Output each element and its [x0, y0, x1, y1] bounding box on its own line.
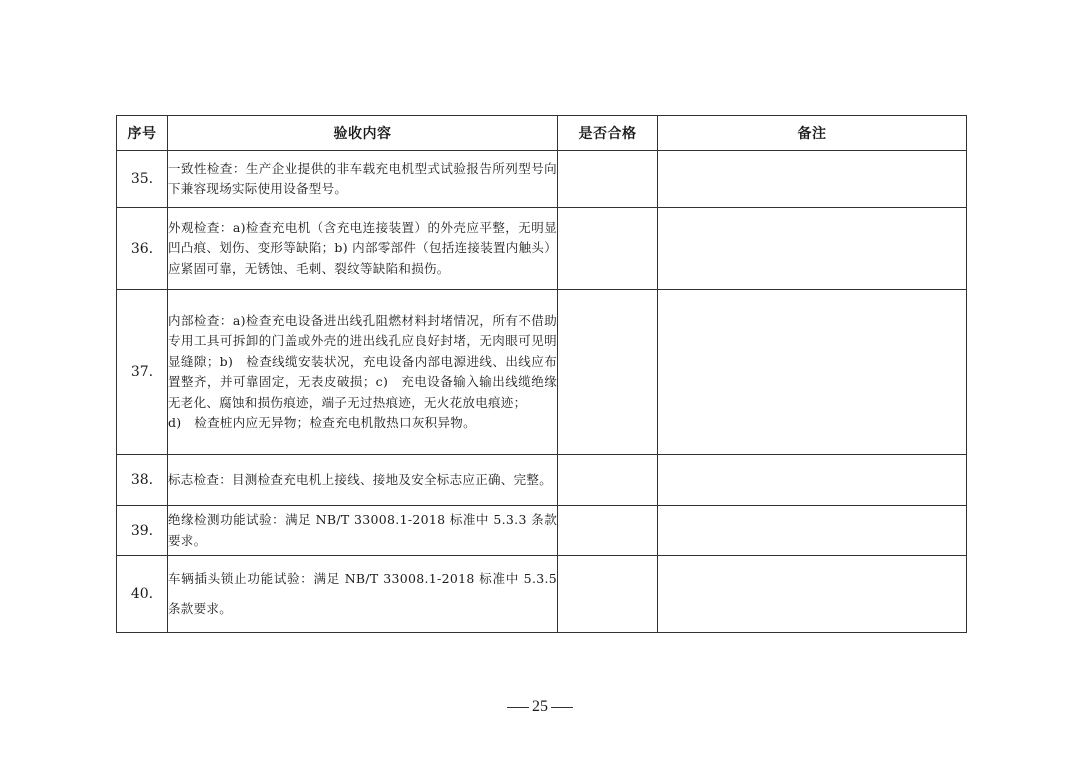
row-remark-cell[interactable] — [658, 455, 967, 506]
row-content: 绝缘检测功能试验：满足 NB/T 33008.1-2018 标准中 5.3.3 条款要求。 — [168, 506, 558, 556]
row-remark-cell[interactable] — [658, 208, 967, 290]
row-remark-cell[interactable] — [658, 506, 967, 556]
table-row — [117, 506, 967, 556]
row-remark-cell[interactable] — [658, 290, 967, 455]
table-row — [117, 556, 967, 633]
row-content: 外观检查：a)检查充电机（含充电连接装置）的外壳应平整，无明显凹凸痕、划伤、变形等缺陷；b) 内部零部件（包括连接装置内触头）应紧固可靠，无锈蚀、毛刺、裂纹等缺陷和损伤。 — [168, 208, 558, 290]
row-pass-cell[interactable] — [558, 290, 658, 455]
row-seq: 38. — [117, 455, 168, 506]
footer-dash-left — [507, 707, 529, 708]
row-content-paragraph: 内部检查：a)检查充电设备进出线孔阻燃材料封堵情况，所有不借助专用工具可拆卸的门盖或外壳的进出线孔应良好封堵，无肉眼可见明显缝隙；b) 检查线缆安装状况，充电设备内部电源进线、出线应布置整齐，并可靠固定，无表皮破损；c) 充电设备输入输出线缆绝缘无老化、腐蚀和损伤痕迹，端子无过热痕迹，无火花放电痕迹； — [168, 312, 557, 410]
header-content: 验收内容 — [168, 116, 558, 151]
header-pass: 是否合格 — [558, 116, 658, 151]
row-content: 车辆插头锁止功能试验：满足 NB/T 33008.1-2018 标准中 5.3.5 条款要求。 — [168, 556, 558, 633]
row-content: 标志检查：目测检查充电机上接线、接地及安全标志应正确、完整。 — [168, 455, 558, 506]
footer-dash-right — [551, 707, 573, 708]
row-content — [168, 290, 558, 455]
row-pass-cell[interactable] — [558, 556, 658, 633]
row-seq: 37. — [117, 290, 168, 455]
row-pass-cell[interactable] — [558, 455, 658, 506]
row-remark-cell[interactable] — [658, 556, 967, 633]
row-seq: 36. — [117, 208, 168, 290]
header-seq: 序号 — [117, 116, 168, 151]
table-row — [117, 208, 967, 290]
acceptance-checklist-table — [116, 115, 967, 633]
table-row — [117, 151, 967, 208]
row-seq: 40. — [117, 556, 168, 633]
row-content: 一致性检查：生产企业提供的非车载充电机型式试验报告所列型号向下兼容现场实际使用设备型号。 — [168, 151, 558, 208]
row-pass-cell[interactable] — [558, 208, 658, 290]
table-header-row — [117, 116, 967, 151]
row-pass-cell[interactable] — [558, 506, 658, 556]
header-remark: 备注 — [658, 116, 967, 151]
page-number: 25 — [532, 698, 548, 715]
row-pass-cell[interactable] — [558, 151, 658, 208]
row-content-paragraph: d) 检查桩内应无异物；检查充电机散热口灰积异物。 — [168, 415, 476, 430]
row-seq: 35. — [117, 151, 168, 208]
table-row — [117, 455, 967, 506]
row-seq: 39. — [117, 506, 168, 556]
page-footer — [0, 698, 1080, 716]
table-row — [117, 290, 967, 455]
row-remark-cell[interactable] — [658, 151, 967, 208]
